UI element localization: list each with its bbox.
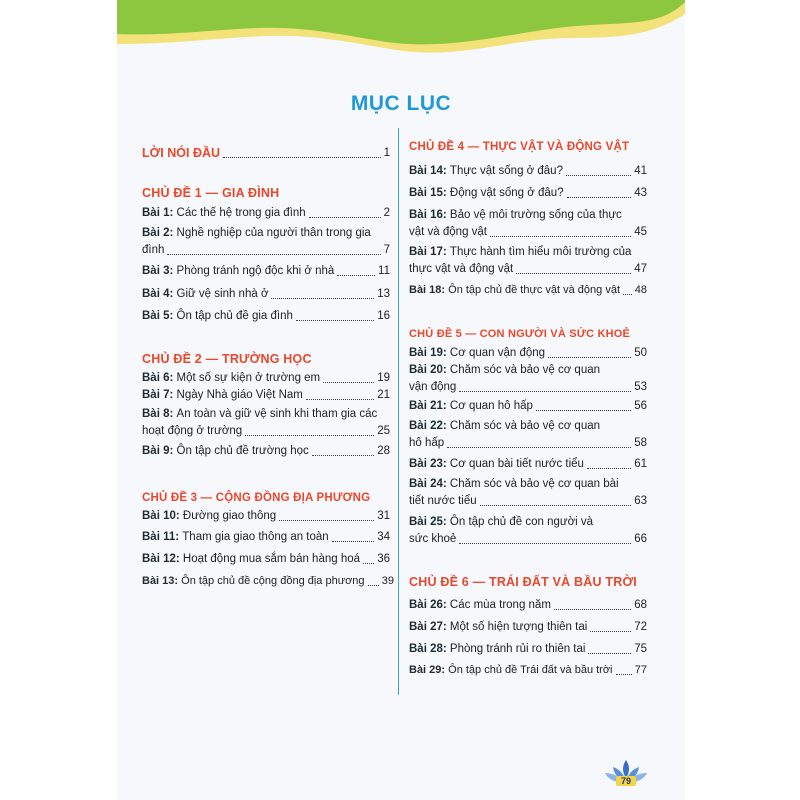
toc-entry: Bài 1: Các thế hệ trong gia đình 2 [142, 207, 390, 219]
toc-entry: Bài 6: Một số sự kiện ở trường em 19 [142, 372, 390, 384]
toc-entry: Bài 15: Động vật sống ở đâu? 43 [409, 187, 647, 199]
toc-entry: Bài 2: Nghề nghiệp của người thân trong gia đình 7 [142, 227, 390, 256]
toc-entry: Bài 9: Ôn tập chủ đề trường học 28 [142, 445, 390, 457]
lotus-page-number-icon [603, 757, 649, 787]
topic-heading-5: CHỦ ĐỀ 5 — CON NGƯỜI VÀ SỨC KHOẺ [409, 328, 631, 340]
toc-entry: Bài 7: Ngày Nhà giáo Việt Nam 21 [142, 389, 390, 401]
book-page [117, 0, 685, 800]
toc-entry: Bài 11: Tham gia giao thông an toàn 34 [142, 531, 390, 543]
toc-entry: Bài 25: Ôn tập chủ đề con người và sức khoẻ 66 [409, 516, 647, 545]
toc-entry: Bài 23: Cơ quan bài tiết nước tiểu 61 [409, 458, 647, 470]
topic-heading-6: CHỦ ĐỀ 6 — TRÁI ĐẤT VÀ BẦU TRỜI [409, 575, 637, 589]
top-wave-decoration [117, 0, 685, 60]
toc-entry: Bài 12: Hoạt động mua sắm bán hàng hoá 36 [142, 553, 390, 565]
toc-entry: Bài 17: Thực hành tìm hiểu môi trường của thực vật và động vật 47 [409, 246, 647, 275]
toc-entry: Bài 22: Chăm sóc và bảo vệ cơ quan hô hấp 58 [409, 420, 647, 449]
toc-entry: Bài 26: Các mùa trong năm 68 [409, 599, 647, 611]
toc-entry: Bài 20: Chăm sóc và bảo vệ cơ quan vận động 53 [409, 364, 647, 393]
topic-heading-4: CHỦ ĐỀ 4 — THỰC VẬT VÀ ĐỘNG VẬT [409, 141, 630, 153]
page-number: 1 [383, 147, 390, 159]
toc-entry: Bài 4: Giữ vệ sinh nhà ở 13 [142, 288, 390, 300]
toc-entry: Bài 18: Ôn tập chủ đề thực vật và động vật 48 [409, 284, 647, 296]
toc-entry: Bài 21: Cơ quan hô hấp 56 [409, 400, 647, 412]
toc-entry-preface [142, 145, 390, 162]
topic-heading-3: CHỦ ĐỀ 3 — CỘNG ĐỒNG ĐỊA PHƯƠNG [142, 492, 371, 504]
topic-heading-2: CHỦ ĐỀ 2 — TRƯỜNG HỌC [142, 352, 312, 366]
toc-entry: Bài 24: Chăm sóc và bảo vệ cơ quan bài tiết nước tiểu 63 [409, 478, 647, 507]
toc-entry: Bài 3: Phòng tránh ngộ độc khi ở nhà 11 [142, 265, 390, 277]
page-number-label: 79 [620, 776, 632, 786]
preface-label: LỜI NÓI ĐẦU [142, 146, 221, 160]
toc-entry: Bài 28: Phòng tránh rủi ro thiên tai 75 [409, 643, 647, 655]
toc-entry: Bài 16: Bảo vệ môi trường sống của thực vật và động vật 45 [409, 209, 647, 238]
toc-entry: Bài 13: Ôn tập chủ đề cộng đồng địa phương 39 [142, 575, 394, 587]
column-divider [398, 128, 399, 695]
toc-entry: Bài 19: Cơ quan vận động 50 [409, 347, 647, 359]
toc-entry: Bài 14: Thực vật sống ở đâu? 41 [409, 165, 647, 177]
topic-heading-1: CHỦ ĐỀ 1 — GIA ĐÌNH [142, 186, 280, 200]
toc-entry: Bài 5: Ôn tập chủ đề gia đình 16 [142, 310, 390, 322]
toc-entry: Bài 27: Một số hiện tượng thiên tai 72 [409, 621, 647, 633]
toc-entry: Bài 10: Đường giao thông 31 [142, 510, 390, 522]
toc-entry: Bài 29: Ôn tập chủ đề Trái đất và bầu trời 77 [409, 664, 647, 676]
leader-dots [223, 157, 381, 158]
toc-entry: Bài 8: An toàn và giữ vệ sinh khi tham gia các hoạt động ở trường 25 [142, 408, 390, 437]
page-title: MỤC LỤC [350, 92, 452, 115]
